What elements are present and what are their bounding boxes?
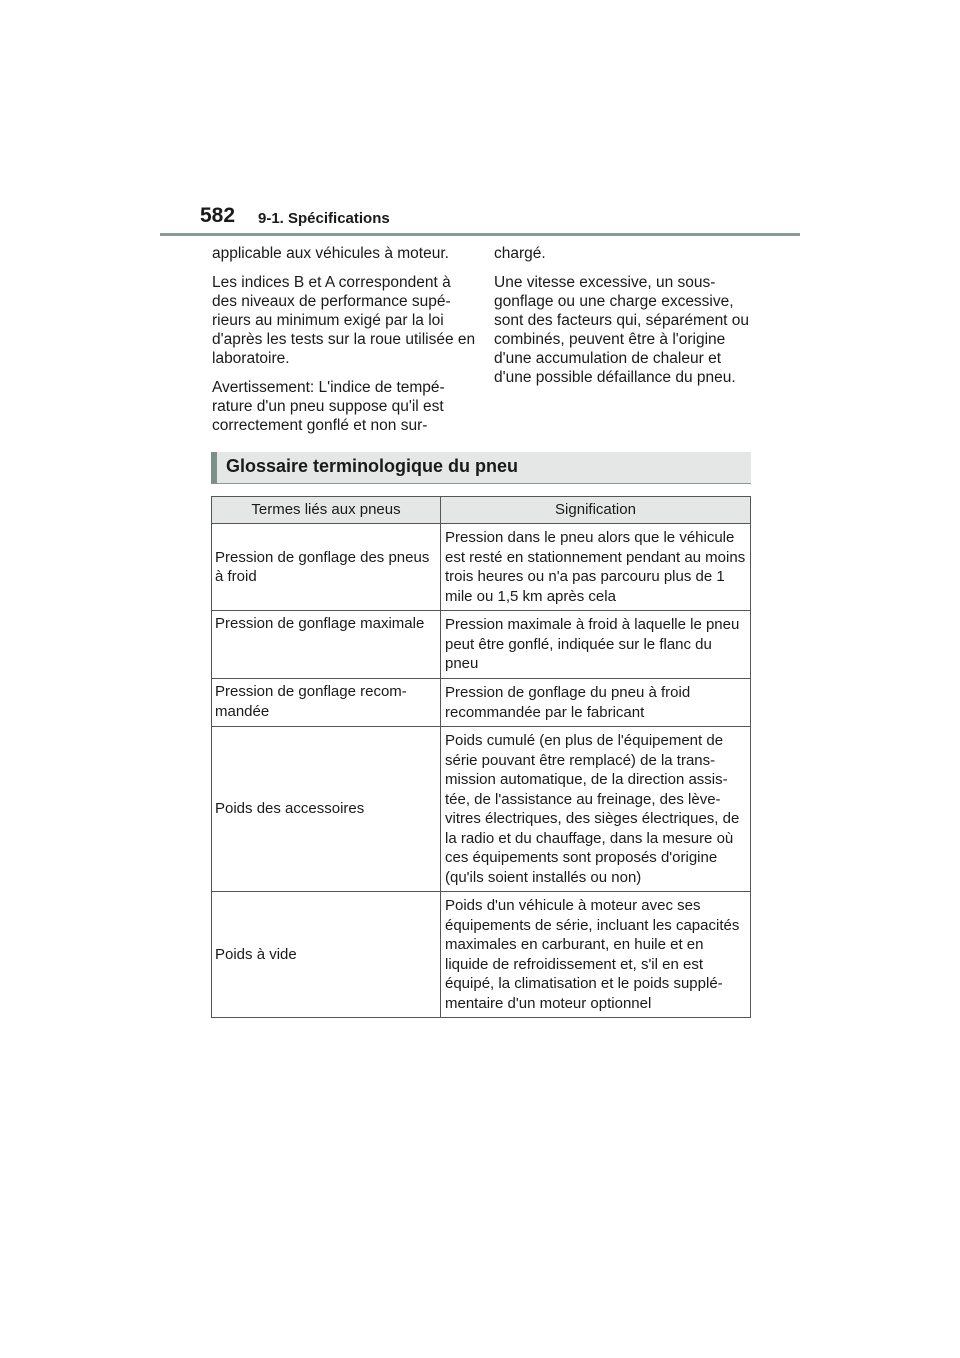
- table-header-row: [212, 497, 751, 524]
- definition-cell: Pression de gonflage du pneu à froid recommandée par le fabricant: [441, 679, 751, 727]
- table-row: [212, 679, 751, 727]
- right-text-column: [494, 244, 759, 397]
- table-row: [212, 611, 751, 679]
- term-cell: Pression de gonflage recommandée: [212, 679, 441, 727]
- section-title: 9-1. Spécifications: [258, 210, 390, 227]
- table-row: [212, 892, 751, 1018]
- left-text-column: [212, 244, 477, 445]
- column-header-meaning: Signification: [441, 497, 751, 524]
- column-header-terms: Termes liés aux pneus: [212, 497, 441, 524]
- glossary-heading-text: Glossaire terminologique du pneu: [226, 456, 519, 476]
- term-cell: Poids des accessoires: [212, 727, 441, 892]
- term-cell: Pression de gonflage maximale: [212, 611, 441, 679]
- paragraph: Les indices B et A correspondent à des niveaux de performance supérieurs au minimum exigé par la loi d'après les tests sur la roue utilisée en laboratoire.: [212, 274, 476, 367]
- definition-cell: Poids d'un véhicule à moteur avec ses équipements de série, incluant les capacités maximales en carburant, en huile et en liquide de refroidissement et, s'il en est équipé, la climatisation et le poids supplémentaire d'un moteur optionnel: [441, 892, 751, 1018]
- term-cell: Poids à vide: [212, 892, 441, 1018]
- header-divider: [160, 233, 800, 236]
- paragraph: chargé.: [494, 245, 546, 262]
- paragraph: Une vitesse excessive, un sous-gonflage ou une charge excessive, sont des facteurs qui, séparément ou combinés, peuvent être à l'origine d'une accumulation de chaleur et d'une possible défaillance du pneu.: [494, 274, 750, 386]
- definition-cell: Pression dans le pneu alors que le véhicule est resté en stationnement pendant au moins trois heures ou n'a pas parcouru plus de 1 mile ou 1,5 km après cela: [441, 524, 751, 611]
- paragraph: Avertissement: L'indice de température d'un pneu suppose qu'il est correctement gonflé et non sur-: [212, 379, 445, 434]
- definition-cell: Poids cumulé (en plus de l'équipement de série pouvant être remplacé) de la transmission automatique, de la direction assistée, de l'assistance au freinage, des lève-vitres électriques, des sièges électriques, de la radio et du chauffage, dans la mesure où ces équipements sont proposés d'origine (qu'ils soient installés ou non): [441, 727, 751, 892]
- paragraph: applicable aux véhicules à moteur.: [212, 245, 449, 262]
- page-number: 582: [200, 204, 236, 227]
- page-header: [200, 204, 800, 234]
- glossary-table: [211, 496, 751, 1018]
- table-row: [212, 727, 751, 892]
- table-row: [212, 524, 751, 611]
- definition-cell: Pression maximale à froid à laquelle le pneu peut être gonflé, indiquée sur le flanc du pneu: [441, 611, 751, 679]
- term-cell: Pression de gonflage des pneus à froid: [212, 524, 441, 611]
- glossary-heading: [211, 452, 751, 484]
